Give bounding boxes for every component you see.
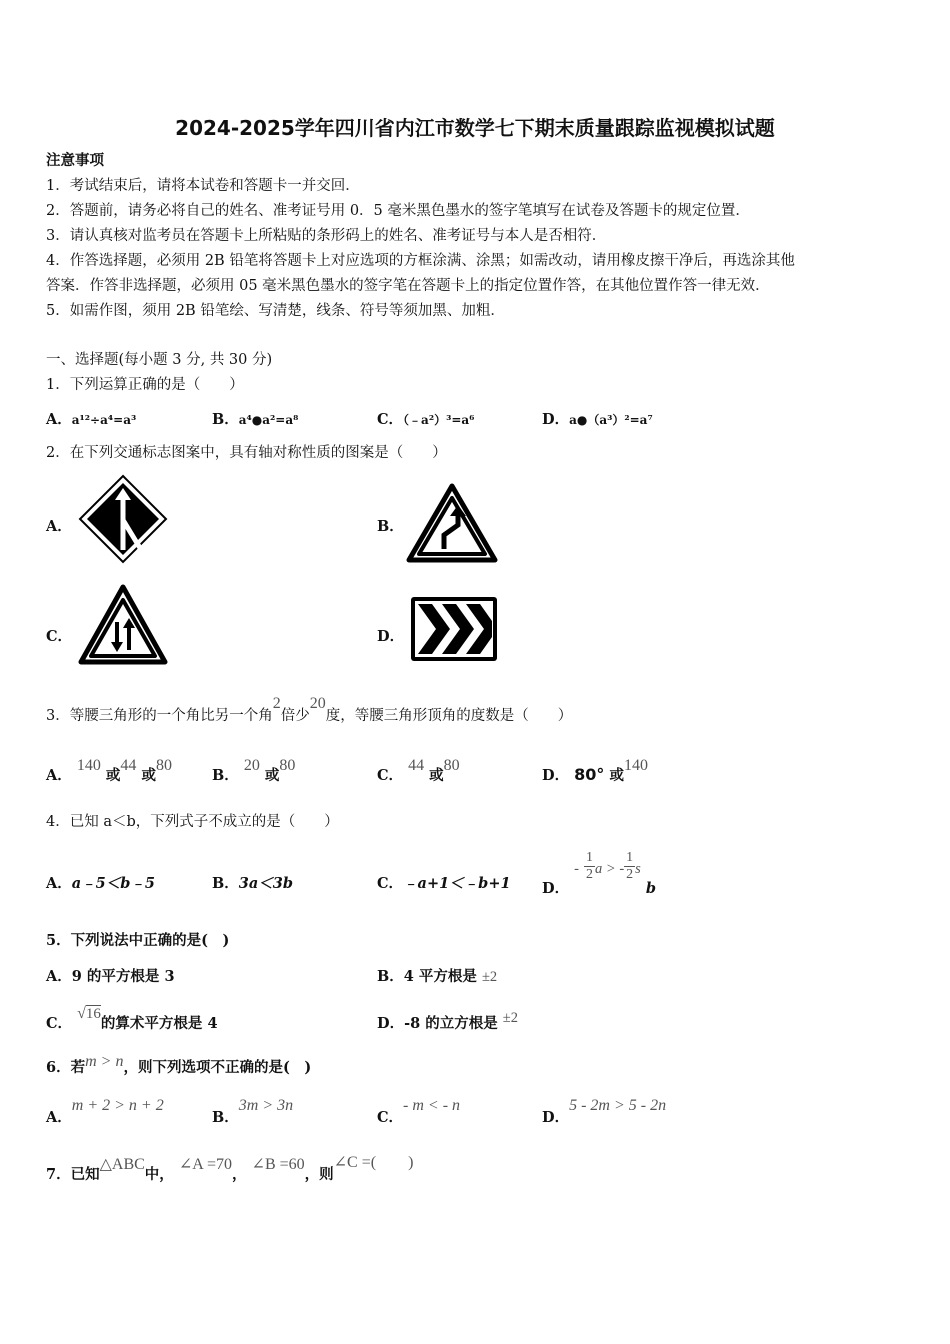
math-value: 44: [120, 757, 137, 774]
option-label: C．: [377, 1109, 404, 1126]
q2-option-a-label[interactable]: A．: [46, 518, 72, 535]
math-text: ∠B =60: [251, 1156, 305, 1173]
math-sign: -: [574, 860, 579, 877]
question-2-stem: 2．在下列交通标志图案中，具有轴对称性质的图案是（ ）: [46, 445, 447, 461]
fraction-denominator: 2: [626, 867, 634, 882]
q6-option-d[interactable]: [542, 1097, 667, 1127]
option-text: 9 的平方根是 3: [71, 968, 175, 985]
fraction-denominator: 2: [586, 867, 594, 882]
stem-text: 中，: [144, 1166, 174, 1183]
q4-option-c[interactable]: [377, 872, 511, 893]
math-value: 140: [623, 757, 648, 774]
option-text: 4 平方根是: [403, 968, 477, 985]
q1-option-c[interactable]: [377, 408, 474, 429]
math-text: s: [635, 860, 641, 877]
sqrt-icon: √: [77, 1005, 86, 1022]
option-label: A．: [46, 875, 72, 892]
math-text: - m < - n: [403, 1097, 461, 1114]
option-text: a⁴●a²=a⁸: [238, 413, 299, 427]
page-title: 2024-2025学年四川省内江市数学七下期末质量跟踪监视模拟试题: [175, 116, 775, 140]
option-label: B．: [212, 875, 239, 892]
merge-lane-sign-icon: [78, 474, 168, 564]
math-value: 80: [155, 757, 172, 774]
option-label: D．: [542, 1109, 570, 1126]
option-label: D．: [542, 879, 570, 897]
stem-text: ，: [231, 1166, 247, 1183]
stem-text: 3．等腰三角形的一个角比另一个角: [46, 708, 273, 724]
q5-option-d[interactable]: [377, 1012, 518, 1033]
math-value: 20: [309, 695, 326, 712]
fraction-numerator: 1: [626, 850, 634, 865]
math-text: △ABC: [99, 1156, 145, 1173]
option-label: C．: [377, 767, 404, 784]
math-value: 80°: [574, 765, 605, 784]
q3-option-d[interactable]: [542, 757, 648, 785]
question-6-stem: [46, 1053, 312, 1078]
stem-text: 倍少: [280, 708, 310, 724]
section-heading: 一、选择题(每小题 3 分, 共 30 分): [46, 352, 273, 368]
notice-item: 2．答题前，请务必将自己的姓名、准考证号用 0．5 毫米黑色墨水的签字笔填写在试卷及答题卡的规定位置．: [46, 203, 750, 219]
option-label: D．: [377, 1015, 405, 1032]
math-text: b: [645, 879, 657, 897]
option-label: B．: [212, 1109, 239, 1126]
math-value: 44: [408, 757, 425, 774]
option-text: ﹣a+1＜﹣b+1: [403, 875, 511, 892]
q6-option-b[interactable]: [212, 1097, 294, 1127]
q3-option-c[interactable]: [377, 757, 460, 785]
notice-item: 1．考试结束后，请将本试卷和答题卡一并交回．: [46, 178, 360, 194]
q5-option-a[interactable]: [46, 965, 175, 986]
q3-option-b[interactable]: [212, 757, 296, 785]
notice-item: 3．请认真核对监考员在答题卡上所粘贴的条形码上的姓名、准考证号与本人是否相符．: [46, 228, 607, 244]
option-text: 3a＜3b: [238, 875, 293, 892]
math-value: 140: [76, 757, 101, 774]
two-way-traffic-sign-icon: [78, 584, 168, 666]
option-label: B．: [377, 968, 404, 985]
math-value: 20: [243, 757, 260, 774]
math-value: ±2: [502, 1010, 519, 1026]
option-text: （﹣a²）³=a⁶: [403, 413, 475, 427]
fraction: [584, 850, 595, 883]
q5-option-c[interactable]: [46, 1005, 218, 1033]
q4-option-a[interactable]: [46, 872, 155, 893]
notice-item: 5．如需作图，须用 2B 铅笔绘、写清楚，线条、符号等须加黑、加粗．: [46, 303, 505, 319]
notice-heading: 注意事项: [46, 152, 104, 169]
option-label: A．: [46, 411, 72, 428]
q5-option-b[interactable]: [377, 965, 497, 986]
option-label: C．: [377, 875, 404, 892]
math-value: 2: [272, 695, 281, 712]
fraction: [624, 850, 635, 883]
or-text: 或: [429, 767, 444, 784]
option-label: D．: [542, 767, 570, 784]
q2-option-d-label[interactable]: D．: [377, 628, 405, 645]
notice-item: 答案．作答非选择题，必须用 05 毫米黑色墨水的签字笔在答题卡上的指定位置作答，在其他位置作答一律无效．: [46, 278, 770, 294]
math-value: 80: [443, 757, 460, 774]
math-value: 16: [85, 1006, 101, 1022]
option-label: A．: [46, 968, 72, 985]
option-label: B．: [212, 411, 239, 428]
stem-text: ，则: [304, 1166, 334, 1183]
question-3-stem: [46, 695, 573, 726]
q1-option-d[interactable]: [542, 408, 653, 429]
stem-text: 7．已知: [46, 1166, 100, 1183]
option-text: a﹣5＜b﹣5: [71, 875, 155, 892]
question-5-stem: 5．下列说法中正确的是( ): [46, 932, 230, 949]
q4-option-d[interactable]: [542, 850, 657, 897]
curve-road-sign-icon: [406, 483, 498, 563]
q3-option-a[interactable]: [46, 757, 172, 785]
math-value: 80: [279, 757, 296, 774]
option-text: a●（a³）²=a⁷: [569, 413, 653, 427]
q2-option-b-label[interactable]: B．: [377, 518, 404, 535]
question-1-stem: 1．下列运算正确的是（ ）: [46, 377, 244, 393]
option-label: C．: [377, 411, 404, 428]
math-text: ∠A =70: [178, 1156, 232, 1173]
option-label: A．: [46, 767, 72, 784]
option-label: B．: [212, 767, 239, 784]
q6-option-a[interactable]: [46, 1097, 164, 1127]
math-text: a > -: [595, 860, 625, 877]
option-label: C．: [46, 1015, 73, 1032]
q1-option-a[interactable]: [46, 408, 136, 429]
option-text: -8 的立方根是: [404, 1015, 498, 1032]
math-text: 3m > 3n: [238, 1097, 294, 1114]
chevron-sign-icon: [408, 594, 500, 664]
q2-option-c-label[interactable]: C．: [46, 628, 73, 645]
or-text: 或: [609, 767, 624, 784]
option-text: a¹²÷a⁴=a³: [71, 413, 137, 427]
question-7-stem: [46, 1154, 414, 1185]
fraction-numerator: 1: [586, 850, 594, 865]
stem-text: 度，等腰三角形顶角的度数是（ ）: [325, 708, 573, 724]
math-text: 5 - 2m > 5 - 2n: [569, 1097, 667, 1114]
q6-option-c[interactable]: [377, 1097, 461, 1127]
option-text: 的算术平方根是 4: [100, 1015, 218, 1032]
q1-option-b[interactable]: [212, 408, 298, 429]
or-text: 或: [105, 767, 121, 784]
math-value: ±2: [481, 969, 498, 985]
or-text: 或: [264, 767, 280, 784]
stem-text: 6．若: [46, 1059, 86, 1076]
option-label: A．: [46, 1109, 72, 1126]
math-text: m + 2 > n + 2: [71, 1097, 164, 1114]
q4-option-b[interactable]: [212, 872, 293, 893]
math-text: m > n: [85, 1053, 124, 1070]
question-4-stem: 4．已知 a＜b，下列式子不成立的是（ ）: [46, 814, 339, 830]
or-text: 或: [141, 767, 156, 784]
option-label: D．: [542, 411, 570, 428]
math-text: ∠C =( ): [333, 1154, 414, 1171]
notice-item: 4．作答选择题，必须用 2B 铅笔将答题卡上对应选项的方框涂满、涂黑；如需改动，请用橡皮擦干净后，再选涂其他: [46, 253, 795, 269]
stem-text: ，则下列选项不正确的是( ): [123, 1059, 312, 1076]
